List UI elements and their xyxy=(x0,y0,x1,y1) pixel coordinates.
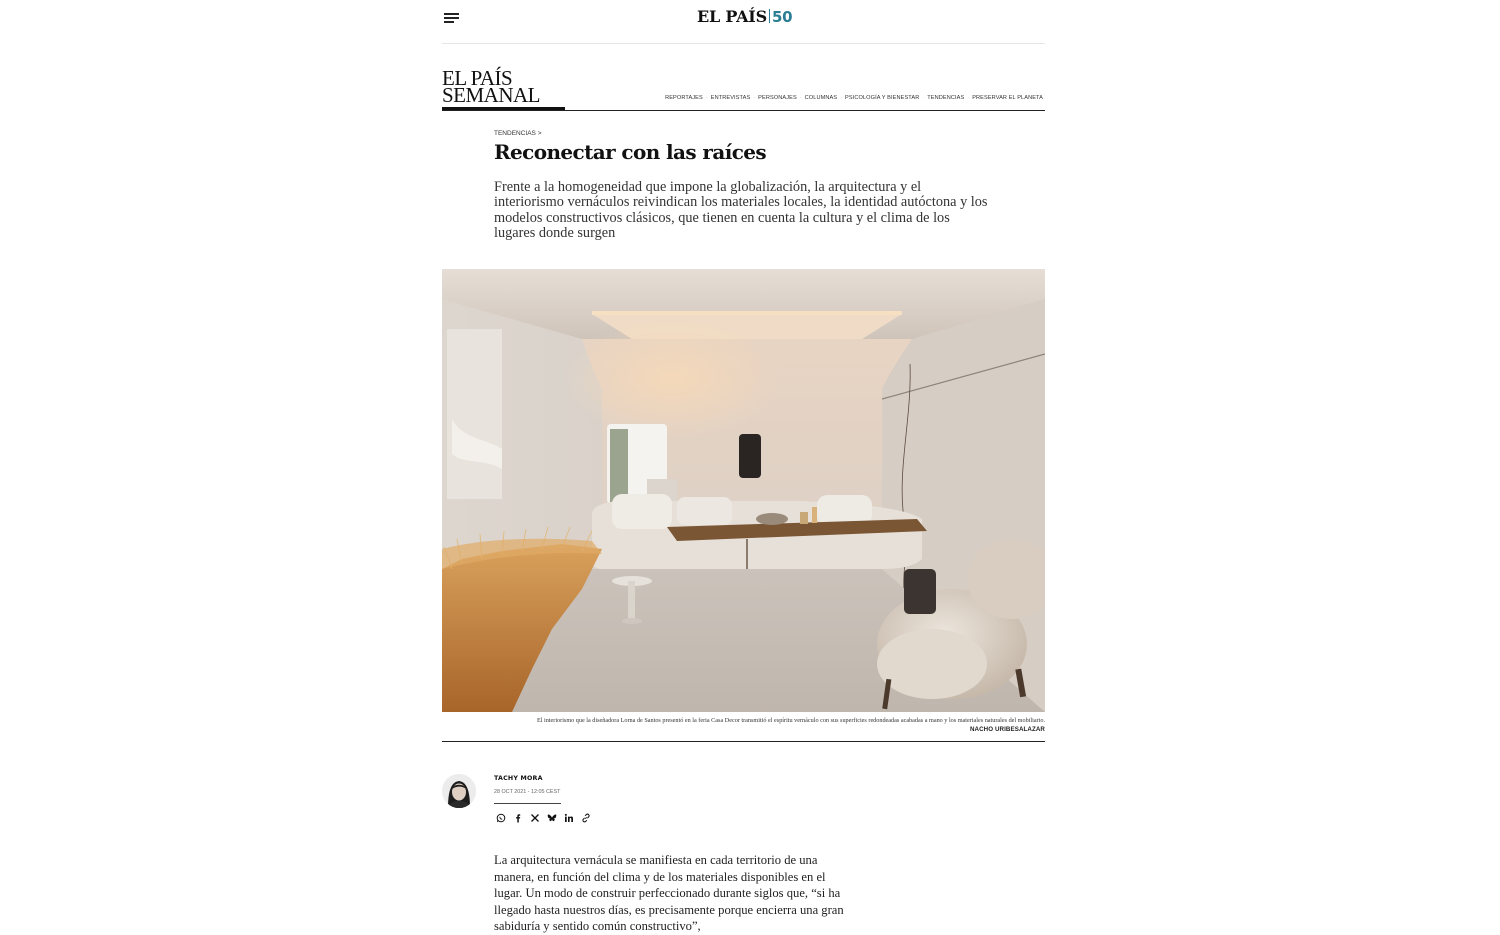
x-icon[interactable] xyxy=(528,811,541,824)
photo-caption xyxy=(442,716,1045,734)
section-logo[interactable] xyxy=(442,66,565,110)
share-bar xyxy=(494,811,592,824)
nav-entrevistas[interactable]: ENTREVISTAS xyxy=(710,95,751,101)
whatsapp-icon[interactable] xyxy=(494,811,507,824)
nav-preservar-planeta[interactable]: PRESERVAR EL PLANETA xyxy=(972,95,1043,101)
section-logo-line1: EL PAÍS xyxy=(442,66,513,90)
article-title: Reconectar con las raíces xyxy=(494,140,767,164)
nav-reportajes[interactable]: REPORTAJES xyxy=(665,95,703,101)
brand-name: EL PAÍS xyxy=(697,7,767,26)
article-kicker[interactable]: TENDENCIAS > xyxy=(494,130,542,137)
photo-credit: NACHO URIBESALAZAR xyxy=(969,726,1045,733)
brand-logo[interactable] xyxy=(697,7,792,26)
link-icon[interactable] xyxy=(579,811,592,824)
section-logo-line2: SEMANAL xyxy=(442,83,541,107)
divider xyxy=(442,741,1045,742)
article-body-paragraph: La arquitectura vernácula se manifiesta en cada territorio de una manera, en función del clima y de los materiales disponibles en el lugar. Un modo de construir perfeccionado durante siglos que, “si ha llegado hasta nuestros días, es precisamente porque encierra una gran sabiduría y sentido común constructivo”, xyxy=(494,853,844,934)
author-name[interactable]: TACHY MORA xyxy=(494,775,543,782)
facebook-icon[interactable] xyxy=(511,811,524,824)
publish-date: 28 OCT 2021 - 12:05 CEST xyxy=(494,789,561,795)
nav-psicologia[interactable]: PSICOLOGÍA Y BIENESTAR xyxy=(845,95,920,101)
nav-columnas[interactable]: COLUMNAS xyxy=(804,95,838,101)
top-bar xyxy=(442,0,1045,44)
nav-personajes[interactable]: PERSONAJES xyxy=(758,95,797,101)
linkedin-icon[interactable] xyxy=(562,811,575,824)
interior-photo-illustration xyxy=(442,269,1045,712)
article-subtitle: Frente a la homogeneidad que impone la globalización, la arquitectura y el interiorismo vernáculos reivindican los materiales locales, la identidad autóctona y los modelos constructivos clásicos, que tienen en cuenta la cultura y el clima de los lugares donde surgen xyxy=(494,179,988,242)
section-header xyxy=(442,66,1045,111)
author-portrait-icon xyxy=(442,774,476,808)
brand-anniversary-badge: 50 xyxy=(771,8,793,26)
author-avatar[interactable] xyxy=(442,774,476,808)
bluesky-icon[interactable] xyxy=(545,811,558,824)
article-photo[interactable] xyxy=(442,269,1045,712)
byline-rule xyxy=(494,803,561,804)
menu-icon[interactable] xyxy=(444,12,460,24)
photo-caption-text: El interiorismo que la diseñadora Lorna de Santos presentó en la feria Casa Decor transmitió el espíritu vernáculo con sus superficies redondeadas acabadas a mano y los materiales naturales del mobiliario. xyxy=(536,717,1045,724)
section-nav: REPORTAJES · ENTREVISTAS · PERSONAJES · COLUMNAS · PSICOLOGÍA Y BIENESTAR · TENDENCIAS · PRESERVAR EL PLANETA xyxy=(665,95,1043,101)
nav-tendencias[interactable]: TENDENCIAS xyxy=(927,95,965,101)
